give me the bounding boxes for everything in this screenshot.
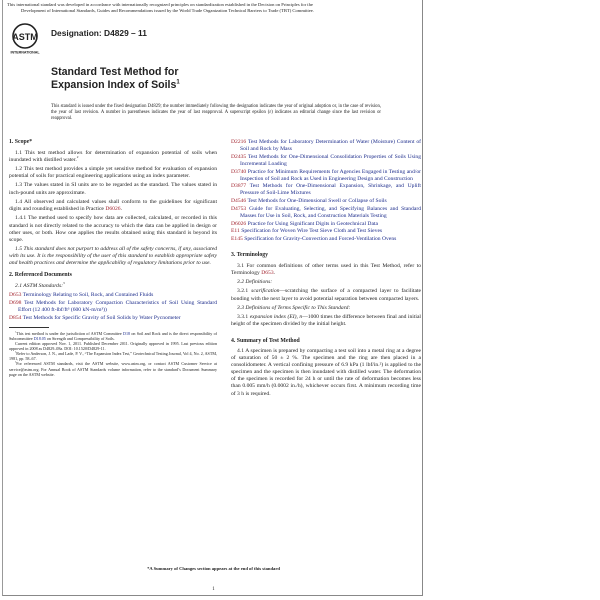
para-3-2: 3.2 Definitions:: [237, 279, 273, 286]
reference-item[interactable]: E11 Specification for Woven Wire Test Sieve Cloth and Test Sieves: [231, 228, 383, 235]
section-scope-heading: 1. Scope*: [9, 139, 33, 145]
title-line-2: Expansion Index of Soils: [51, 78, 177, 91]
link-d18[interactable]: D18: [122, 330, 131, 336]
footnote-edition: Current edition approved Nov. 1, 2011. Published December 2011. Originally approved in 1995. Last previous edition approved in 2008 as D4829–08a. DOI: 10.1520/D4829-11.: [9, 341, 217, 352]
svg-text:ASTM: ASTM: [12, 32, 38, 42]
reference-item[interactable]: E145 Specification for Gravity-Convection and Forced-Ventilation Ovens: [231, 235, 397, 242]
astm-logo-icon: [8, 22, 44, 56]
reference-item[interactable]: D2435 Test Methods for One-Dimensional Consolidation Properties of Soils Using Incremental Loading: [231, 153, 421, 167]
section-referenced-documents-heading: 2. Referenced Documents: [9, 272, 72, 279]
para-1-2: 1.2 This test method provides a simple yet sensitive method for evaluation of expansion potential of soils for practical engineering applications using an index parameter.: [9, 165, 217, 180]
left-column: [9, 139, 217, 377]
para-2-1: 2.1 ASTM Standards:$^3$: [15, 281, 65, 289]
para-3-3: 3.3 Definitions of Terms Specific to This Standard:: [237, 304, 351, 311]
right-column: [231, 139, 421, 400]
section-summary-heading: 4. Summary of Test Method: [231, 337, 300, 344]
para-1-4-1: 1.4.1 The method used to specify how data are collected, calculated, or recorded in this standard is not directly related to the accuracy to which the data can be applied in design or other uses, or both. How one applies the results obtained using this standard is beyond its scope.: [9, 215, 217, 243]
para-3-1: 3.1 For common definitions of other terms used in this Test Method, refer to Terminology D653.: [231, 262, 421, 276]
footnote-ref-2[interactable]: 2: [76, 154, 79, 159]
reference-item[interactable]: D6026 Practice for Using Significant Digits in Geotechnical Data: [231, 220, 378, 227]
para-3-2-1: 3.2.1 scarification—scratching the surface of a compacted layer to facilitate bonding with the next layer to avoid potential separation between compacted layers.: [231, 288, 421, 302]
para-1-3: 1.3 The values stated in SI units are to be regarded as the standard. The values stated in inch-pound units are approximate.: [9, 182, 217, 196]
right-reference-list: [231, 139, 421, 243]
para-3-3-1: 3.3.1 expansion index (EI), n—1000 times the difference between final and initial height of the specimen divided by the initial height.: [231, 314, 421, 328]
section-terminology-heading: 3. Terminology: [231, 252, 269, 259]
reference-item[interactable]: D4753 Guide for Evaluating, Selecting, and Specifying Balances and Standard Masses for Use in Soil, Rock, and Construction Materials Testing: [231, 205, 421, 219]
reference-item[interactable]: D698 Test Methods for Laboratory Compaction Characteristics of Soil Using Standard Effort (12 400 ft-lbf/ft³ (600 kN-m/m³)): [9, 299, 217, 314]
left-reference-list: [9, 292, 217, 322]
reference-item[interactable]: D3877 Test Methods for One-Dimensional Expansion, Shrinkage, and Uplift Pressure of Soil-Lime Mixtures: [231, 183, 421, 197]
title-footnote-ref[interactable]: 1: [176, 79, 180, 86]
document-page: [2, 0, 423, 596]
para-4-1: 4.1 A specimen is prepared by compacting a test soil into a metal ring at a degree of saturation of 50 ± 2 %. The specimen and the ring are then placed in a consolidometer. A vertical confining pressure of 6.9 kPa (1 lbf/in.²) is applied to the specimen and the specimen is then inundated with distilled water. The deformation of the specimen is recorded for 24 h or until the rate of deformation becomes less than 0.005 mm/h (0.0002 in./h), whichever occurs first. A minimum recording time of 3 h is required.: [231, 348, 421, 397]
para-1-1: 1.1 This test method allows for determination of expansion potential of soils when inundated with distilled water.$^2$: [9, 149, 217, 163]
document-title: [51, 66, 180, 91]
designation: Designation: D4829 – 11: [51, 28, 147, 38]
reference-item[interactable]: D2216 Test Methods for Laboratory Determination of Water (Moisture) Content of Soil and Rock by Mass: [231, 139, 421, 153]
link-d6026[interactable]: D6026: [105, 206, 121, 213]
footnote-ref-3[interactable]: 3: [63, 281, 65, 286]
notice-line-2: Development of International Standards, Guides and Recommendations issued by the World Trade Organization Technical Barriers to Trade (TBT) Committee.: [21, 7, 314, 13]
para-1-4: 1.4 All observed and calculated values shall conform to the guidelines for significant digits and rounding established in Practice D6026.: [9, 198, 217, 213]
footnote-1: $^1$This test method is under the jurisdiction of ASTM Committee D18 on Soil and Rock and is the direct responsibility of Subcommittee D18.05 on Strength and Compressibility of Soils.: [9, 330, 217, 341]
title-line-1: Standard Test Method for: [51, 66, 179, 78]
para-1-5: 1.5 This standard does not purport to address all of the safety concerns, if any, associated with its use. It is the responsibility of the user of this standard to establish appropriate safety and health practices and determine the applicability of regulatory limitations prior to use.: [9, 246, 217, 267]
footnote-divider: [9, 327, 49, 328]
reference-item[interactable]: D4546 Test Methods for One-Dimensional Swell or Collapse of Soils: [231, 198, 387, 205]
reference-item[interactable]: D653 Terminology Relating to Soil, Rock, and Contained Fluids: [9, 292, 154, 299]
designation-intro: This standard is issued under the fixed designation D4829; the number immediately following the designation indicates the year of original adoption or, in the case of revision, the year of last revision. A number in parentheses indicates the year of last reapproval. A superscript epsilon (ε) indicates an editorial change since the last revision or reapproval.: [51, 104, 381, 122]
svg-text:INTERNATIONAL: INTERNATIONAL: [10, 50, 40, 55]
footnotes: [9, 331, 217, 377]
page-number: 1: [212, 587, 215, 592]
reference-item[interactable]: D3740 Practice for Minimum Requirements for Agencies Engaged in Testing and/or Inspection of Soil and Rock as Used in Engineering Design and Construction: [231, 168, 421, 182]
footnote-3: $^3$For referenced ASTM standards, visit the ASTM website, www.astm.org, or contact ASTM Customer Service at service@astm.org. For Annual Book of ASTM Standards volume information, refer to the standard’s Document Summary page on the ASTM website.: [9, 361, 217, 377]
reference-item[interactable]: D854 Test Methods for Specific Gravity of Soil Solids by Water Pycnometer: [9, 314, 181, 321]
footnote-2: $^2$Refer to Anderson, J. N., and Lade, P. V., “The Expansion Index Test,” Geotechnical Testing Journal, Vol 4, No. 2, ASTM, 1981, pp. 58–67.: [9, 350, 217, 362]
link-d653[interactable]: D653: [261, 269, 274, 276]
wto-notice: [7, 2, 419, 13]
summary-of-changes-note: *A Summary of Changes section appears at the end of this standard: [147, 566, 280, 571]
notice-line-1: This international standard was developed in accordance with internationally recognized principles on standardization established in the Decision on Principles for the: [7, 2, 313, 7]
link-d18-05[interactable]: D18.05: [33, 335, 46, 341]
